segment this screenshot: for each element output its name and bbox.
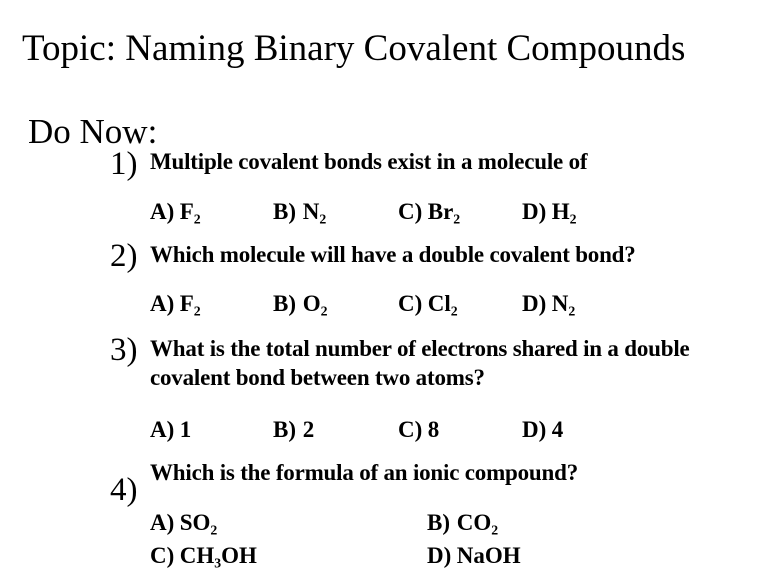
choice-text: SO₂ (179, 510, 218, 535)
choice-letter: D) (427, 543, 452, 568)
choice-letter: C) (150, 543, 175, 568)
choice-letter: C) (398, 199, 423, 224)
question-text (150, 334, 690, 392)
choice-letter: B) (273, 417, 296, 442)
answer-choice (150, 511, 217, 534)
question-line: Which is the formula of an ionic compound? (150, 460, 579, 485)
answer-choice (273, 292, 328, 315)
choice-text: 2 (302, 417, 315, 442)
question-line: covalent bond between two atoms? (150, 365, 485, 390)
choice-letter: C) (398, 417, 423, 442)
answer-choice (273, 200, 326, 223)
choice-letter: D) (522, 291, 547, 316)
answer-choice (522, 418, 563, 441)
choice-text: NaOH (456, 543, 521, 568)
question-text (150, 458, 578, 487)
answer-choice (150, 544, 257, 567)
question-line: Which molecule will have a double covalent bond? (150, 242, 636, 267)
choice-text: F₂ (179, 199, 201, 224)
choice-letter: A) (150, 199, 175, 224)
choice-letter: A) (150, 510, 175, 535)
question-number: 2) (110, 238, 138, 274)
choice-letter: B) (273, 199, 296, 224)
page-title: Topic: Naming Binary Covalent Compounds (22, 28, 686, 69)
choice-letter: A) (150, 417, 175, 442)
choice-text: 1 (179, 417, 192, 442)
choice-letter: B) (273, 291, 296, 316)
answer-choice (150, 292, 201, 315)
choice-text: O₂ (302, 291, 328, 316)
question-line: What is the total number of electrons shared in a double (150, 336, 690, 361)
answer-choice (427, 544, 521, 567)
choice-letter: B) (427, 510, 450, 535)
answer-choice (273, 418, 314, 441)
question-text (150, 147, 587, 176)
choice-letter: D) (522, 199, 547, 224)
choice-text: Br₂ (427, 199, 461, 224)
answer-choice (522, 200, 577, 223)
choice-text: CH₃OH (179, 543, 257, 568)
choice-text: N₂ (551, 291, 576, 316)
answer-choice (150, 418, 191, 441)
question-number: 3) (110, 332, 138, 368)
choice-letter: C) (398, 291, 423, 316)
choice-text: F₂ (179, 291, 201, 316)
choice-text: 4 (551, 417, 564, 442)
answer-choice (398, 292, 458, 315)
choice-text: CO₂ (456, 510, 499, 535)
question-number: 4) (110, 472, 138, 508)
question-number: 1) (110, 146, 138, 182)
do-now-heading: Do Now: (28, 112, 158, 151)
choice-text: H₂ (551, 199, 577, 224)
answer-choice (427, 511, 498, 534)
choice-text: Cl₂ (427, 291, 458, 316)
question-line: Multiple covalent bonds exist in a molecule of (150, 149, 588, 174)
choice-letter: A) (150, 291, 175, 316)
choice-text: 8 (427, 417, 440, 442)
choice-letter: D) (522, 417, 547, 442)
answer-choice (398, 418, 439, 441)
choice-text: N₂ (302, 199, 327, 224)
question-text (150, 240, 636, 269)
answer-choice (398, 200, 460, 223)
answer-choice (150, 200, 201, 223)
answer-choice (522, 292, 575, 315)
